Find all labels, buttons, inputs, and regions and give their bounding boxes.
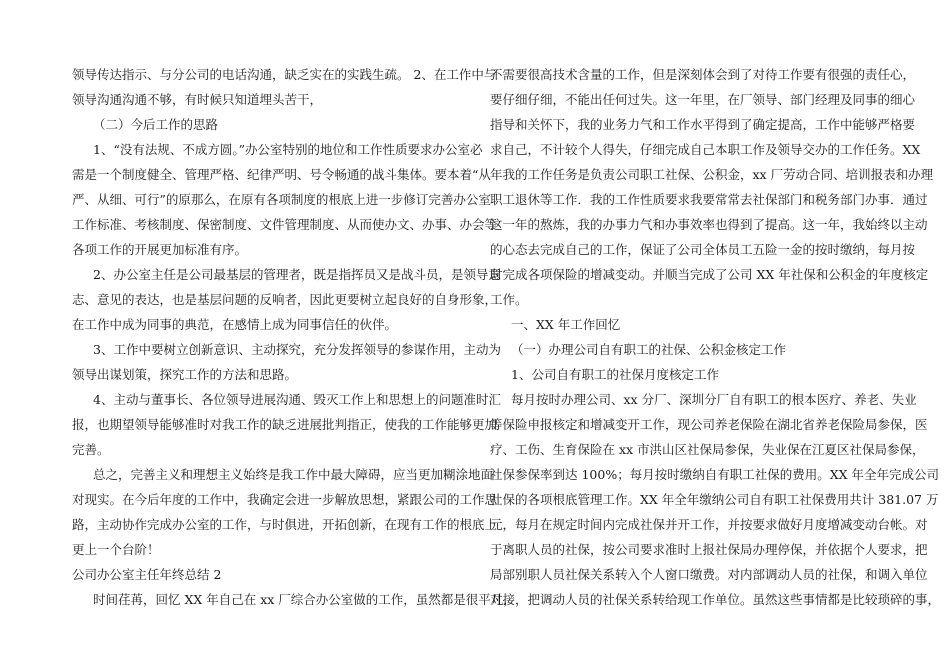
text-line: 这一年的熬炼，我的办事力气和办事效率也得到了提高。这一年，我始终以主动	[490, 217, 928, 232]
text-line: 元，每月在规定时间内完成社保并开工作，并按要求做好月度增减变动台帐。对	[490, 517, 928, 532]
text-line: 更上一个台阶！	[72, 542, 160, 557]
text-line: 2、办公室主任是公司最基层的管理者，既是指挥员又是战斗员，是领导意	[93, 267, 501, 282]
text-line: 志、意见的表达，也是基层问题的反响者，因此更要树立起良好的自身形象，	[72, 292, 498, 307]
text-line: 年我的工作任务是负责公司职工社保、公积金，xx 厂劳动合同、培训报表和办理	[490, 167, 934, 182]
text-line: 时间荏苒，回忆 XX 年自己在 xx 厂综合办公室做的工作，虽然都是很平凡，	[93, 592, 516, 607]
text-line: 在工作中成为同事的典范，在感情上成为同事信任的伙伴。	[72, 317, 398, 332]
text-line: 领导沟通沟通不够，有时候只知道埋头苦干，	[72, 92, 323, 107]
text-line: 的心态去完成自己的工作，保证了公司全体员工五险一金的按时缴纳，每月按	[490, 242, 916, 257]
text-line: 时完成各项保险的增减变动。并顺当完成了公司 XX 年社保和公积金的年度核定	[490, 267, 929, 282]
text-line: 对接，把调动人员的社保关系转给现工作单位。虽然这些事情都是比较琐碎的事，	[490, 592, 941, 607]
text-line: 总之，完善主义和理想主义始终是我工作中最大障碍，应当更加糊涂地面	[93, 467, 494, 482]
text-line: 各项工作的开展更加标准有序。	[72, 242, 248, 257]
text-line: 1、“没有法规、不成方圆。”办公室特别的地位和工作性质要求办公室必	[93, 142, 483, 157]
text-line: 3、工作中要树立创新意识、主动探究，充分发挥领导的参谋作用，主动为	[93, 342, 501, 357]
document-title: 公司办公室主任年终总结 2	[72, 567, 222, 582]
text-line: 对现实。在今后年度的工作中，我确定会进一步解放思想，紧跟公司的工作思	[72, 492, 498, 507]
text-line: 指导和关怀下，我的业务力气和工作水平得到了确定提高，工作中能够严格要	[490, 117, 916, 132]
text-line: 领导传达指示、与分公司的电话沟通，缺乏实在的实践生疏。 2、在工作中与	[72, 67, 497, 82]
text-line: 严、从细、可行”的原那么，在原有各项制度的根底上进一步修订完善办公室	[72, 192, 491, 207]
text-line: 4、主动与董事长、各位领导进展沟通、毁灭工作上和思想上的问题准时汇	[93, 392, 501, 407]
text-line: 完善。	[72, 442, 110, 457]
text-line: 疗、工伤、生育保险在 xx 市洪山区社保局参保，失业保在江夏区社保局参保，	[490, 442, 925, 457]
text-line: 社保参保率到达 100%；每月按时缴纳自有职工社保的费用。XX 年全年完成公司	[490, 467, 939, 482]
text-line: 领导出谋划策，探究工作的方法和思路。	[72, 367, 298, 382]
section-heading: 一、XX 年工作回忆	[511, 317, 621, 332]
text-line: 求自己，不计较个人得失，仔细完成自己本职工作及领导交办的工作任务。XX	[490, 142, 921, 157]
text-line: 于离职人员的社保，按公司要求准时上报社保局办理停保，并依据个人要求，把	[490, 542, 928, 557]
text-line: 职工退休等工作．我的工作性质要求我要常常去社保部门和税务部门办事．通过	[490, 192, 928, 207]
text-line: 工作标准、考核制度、保密制度、文件管理制度、从而使办文、办事、办会等	[72, 217, 498, 232]
text-line: 不需要很高技术含量的工作，但是深刻体会到了对待工作要有很强的责任心，	[490, 67, 916, 82]
text-line: 报，也期望领导能够准时对我工作的缺乏进展批判指正，使我的工作能够更加	[72, 417, 498, 432]
text-line: 工作。	[490, 292, 528, 307]
section-heading: （一）办理公司自有职工的社保、公积金核定工作	[511, 342, 787, 357]
text-line: 局部别职人员社保关系转入个人窗口缴费。对内部调动人员的社保，和调入单位	[490, 567, 928, 582]
text-line: 社保的各项根底管理工作。XX 年全年缴纳公司自有职工社保费用共计 381.07 万	[490, 492, 939, 507]
text-line: 路，主动协作完成办公室的工作，与时俱进，开拓创新，在现有工作的根底上	[72, 517, 498, 532]
text-line: 需是一个制度健全、管理严格、纪律严明、号令畅通的战斗集体。要本着“从	[72, 167, 491, 182]
text-line: 等保险申报核定和增减变开工作，现公司养老保险在湖北省养老保险局参保，医	[490, 417, 928, 432]
section-heading: （二）今后工作的思路	[93, 117, 219, 132]
text-line: 每月按时办理公司、xx 分厂、深圳分厂自有职工的根本医疗、养老、失业	[511, 392, 917, 407]
section-heading: 1、公司自有职工的社保月度核定工作	[511, 367, 719, 382]
text-line: 要仔细仔细，不能出任何过失。这一年里，在厂领导、部门经理及同事的细心	[490, 92, 916, 107]
